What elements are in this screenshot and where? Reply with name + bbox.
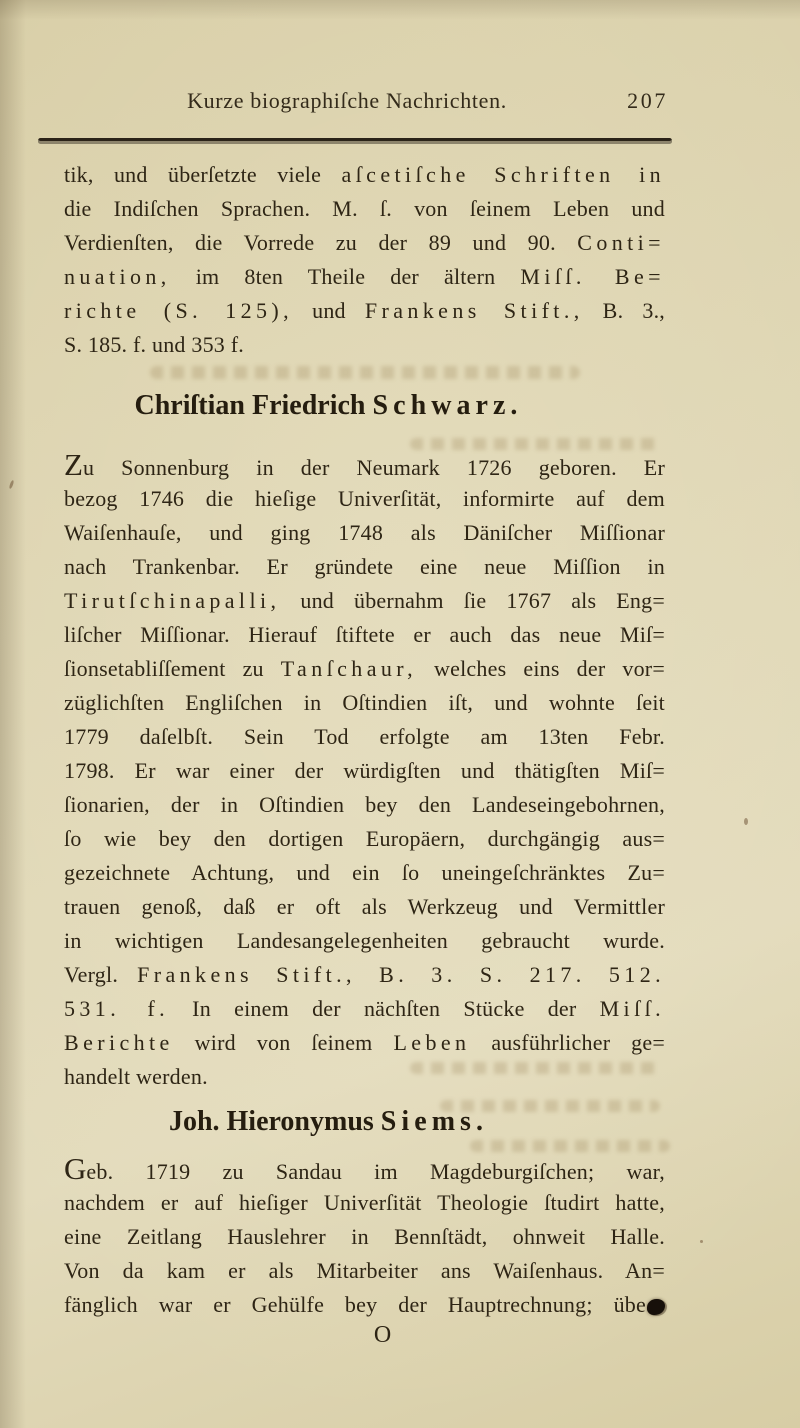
text-line <box>64 192 665 226</box>
text-segment: B. 3., <box>583 298 666 323</box>
text-segment: ſionarien, der in Oſtindien bey den Landeseingebohrnen, <box>64 792 665 817</box>
text-segment: ſionsetabliſſement zu <box>64 656 281 681</box>
text-segment: S. 185. f. und 353 f. <box>64 332 245 357</box>
text-segment: Miſſ. Be= <box>520 264 665 289</box>
text-segment: Berichte <box>64 1030 174 1055</box>
text-segment: u Sonnenburg in der Neumark 1726 geboren. Er <box>82 455 665 480</box>
text-line <box>64 890 665 924</box>
text-line <box>64 856 665 890</box>
text-segment: richte (S. 125), <box>64 298 294 323</box>
text-line <box>64 1254 665 1288</box>
paper-speck <box>700 1240 703 1243</box>
text-line <box>64 1152 665 1186</box>
text-segment: ausführlicher ge= <box>470 1030 665 1055</box>
biography-entry <box>64 1104 665 1322</box>
text-segment: Joh. Hieronymus <box>168 1106 381 1137</box>
text-line <box>64 686 665 720</box>
text-line <box>64 822 665 856</box>
text-segment: 1779 daſelbſt. Sein Tod erfolgte am 13ten Febr. <box>64 724 665 749</box>
text-line <box>64 158 665 192</box>
text-line <box>64 260 665 294</box>
text-line <box>64 788 665 822</box>
biography-entry <box>64 158 665 362</box>
text-line <box>64 1060 665 1094</box>
text-segment: liſcher Miſſionar. Hierauf ſtiftete er auch das neue Miſ= <box>64 622 665 647</box>
text-segment: und <box>293 298 365 323</box>
text-line <box>64 294 665 328</box>
text-line <box>64 652 665 686</box>
text-segment: im 8ten Theile der ältern <box>170 264 521 289</box>
text-line <box>64 516 665 550</box>
text-line <box>64 618 665 652</box>
text-segment: nach Trankenbar. Er gründete eine neue Miſſion in <box>64 554 665 579</box>
text-segment: Schwarz. <box>372 390 523 421</box>
text-segment: aſcetiſche Schriften in <box>341 162 665 187</box>
text-line <box>64 448 665 482</box>
text-line <box>64 1026 665 1060</box>
paper-speck <box>744 818 748 825</box>
text-segment: Frankens Stift., B. 3. S. 217. 512. <box>137 962 665 987</box>
text-segment: 1798. Er war einer der würdigſten und thätigſten Miſ= <box>64 758 665 783</box>
text-line <box>64 992 665 1026</box>
text-segment: G <box>64 1151 87 1186</box>
page-header <box>0 86 800 116</box>
entry-heading <box>64 388 593 424</box>
text-segment: nachdem er auf hieſiger Univerſität Theologie ſtudirt hatte, <box>64 1190 665 1215</box>
text-segment: die Indiſchen Sprachen. M. ſ. von ſeinem Leben und <box>64 196 665 221</box>
text-line <box>64 1186 665 1220</box>
text-segment: Miſſ. <box>599 996 665 1021</box>
page-gutter-shadow <box>0 0 26 1428</box>
text-segment: Tanſchaur, <box>280 656 418 681</box>
header-rule <box>38 138 672 143</box>
text-line <box>64 754 665 788</box>
text-segment: bezog 1746 die hieſige Univerſität, informirte auf dem <box>64 486 665 511</box>
page-top-shadow <box>0 0 800 20</box>
text-segment: Von da kam er als Mitarbeiter ans Waiſenhaus. An= <box>64 1258 665 1283</box>
text-segment: eb. 1719 zu Sandau im Magdeburgiſchen; war, <box>86 1159 665 1184</box>
text-segment: handelt werden. <box>64 1064 208 1089</box>
text-segment: fänglich war er Gehülfe bey der Hauptrechnung; übe <box>64 1292 646 1317</box>
text-line <box>64 550 665 584</box>
text-line <box>64 584 665 618</box>
text-segment: züglichſten Engliſchen in Oſtindien iſt, und wohnte ſeit <box>64 690 665 715</box>
page-number: 207 <box>627 88 668 113</box>
text-segment: eine Zeitlang Hauslehrer in Bennſtädt, ohnweit Halle. <box>64 1224 665 1249</box>
entry-heading <box>64 1104 593 1140</box>
text-segment: welches eins der vor= <box>417 656 665 681</box>
text-line <box>64 924 665 958</box>
page-body <box>64 158 665 1322</box>
text-segment: in wichtigen Landesangelegenheiten gebraucht wurde. <box>64 928 665 953</box>
biography-entry <box>64 388 665 1094</box>
text-segment: wird von ſeinem <box>173 1030 394 1055</box>
signature-mark: O <box>373 1322 392 1348</box>
text-segment: Siems. <box>380 1106 489 1137</box>
text-line <box>64 226 665 260</box>
text-line <box>64 482 665 516</box>
text-line <box>64 720 665 754</box>
text-line <box>64 328 665 362</box>
text-segment: Vergl. <box>64 962 138 987</box>
page-title: Kurze biographiſche Nachrichten. <box>187 88 507 113</box>
text-line <box>64 1288 665 1322</box>
text-segment: Z <box>64 447 83 482</box>
ink-blot <box>647 1299 665 1315</box>
text-segment: Frankens Stift., <box>364 298 584 323</box>
text-segment: gezeichnete Achtung, und ein ſo uneingeſchränktes Zu= <box>64 860 665 885</box>
text-segment: Conti= <box>577 230 665 255</box>
text-segment: tik, und überſetzte viele <box>64 162 342 187</box>
text-segment: Tirutſchinapalli, <box>64 588 281 613</box>
text-segment: Waiſenhauſe, und ging 1748 als Däniſcher Miſſionar <box>64 520 665 545</box>
text-segment: trauen genoß, daß er oft als Werkzeug und Vermittler <box>64 894 665 919</box>
text-segment: ſo wie bey den dortigen Europäern, durchgängig aus= <box>64 826 665 851</box>
text-segment: Verdienſten, die Vorrede zu der 89 und 90. <box>64 230 578 255</box>
text-segment: Leben <box>393 1030 471 1055</box>
text-line <box>64 958 665 992</box>
text-segment: nuation, <box>64 264 171 289</box>
text-segment: In einem der nächſten Stücke der <box>169 996 600 1021</box>
text-segment: Chriſtian Friedrich <box>134 390 373 421</box>
text-segment: und übernahm ſie 1767 als Eng= <box>280 588 665 613</box>
text-line <box>64 1220 665 1254</box>
text-segment: 531. f. <box>64 996 170 1021</box>
